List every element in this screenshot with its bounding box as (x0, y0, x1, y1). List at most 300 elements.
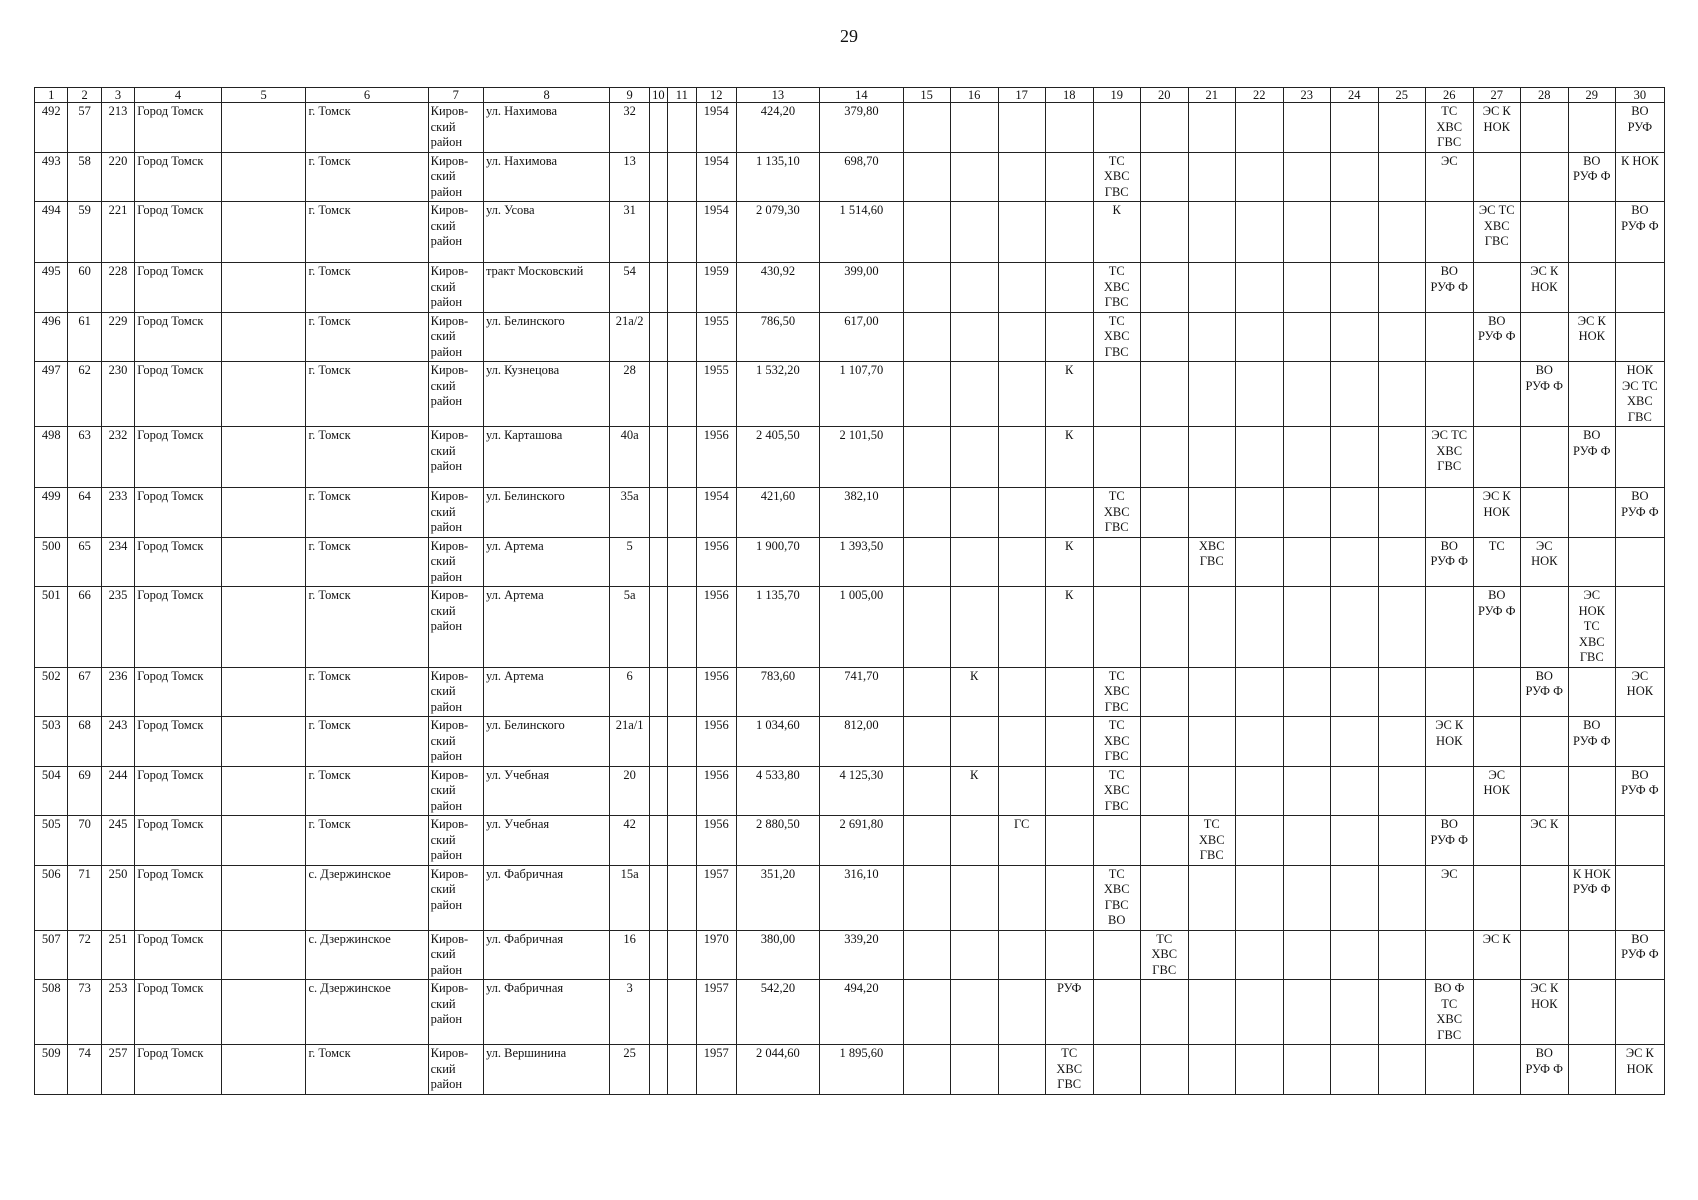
table-cell-col-5 (221, 427, 306, 488)
table-cell-col-18: К (1045, 362, 1093, 427)
table-cell-col-26: ЭС (1425, 152, 1473, 202)
table-cell-col-23 (1283, 930, 1330, 980)
table-cell-col-30: ВО РУФ Ф (1615, 488, 1664, 538)
table-cell-col-28 (1520, 312, 1568, 362)
table-cell-col-3: 228 (101, 263, 134, 313)
table-cell-col-22 (1235, 362, 1283, 427)
table-cell-col-18 (1045, 202, 1093, 263)
table-cell-col-4: Город Томск (135, 930, 222, 980)
table-cell-col-21 (1188, 362, 1235, 427)
table-cell-col-8: ул. Артема (483, 537, 609, 587)
table-cell-col-29 (1568, 103, 1615, 153)
table-cell-col-29: ЭС НОК ТС ХВС ГВС (1568, 587, 1615, 668)
table-cell-col-10 (649, 766, 667, 816)
table-cell-col-14: 316,10 (820, 865, 904, 930)
table-cell-col-12: 1956 (696, 537, 736, 587)
table-cell-col-1: 493 (35, 152, 68, 202)
column-header-8: 8 (483, 88, 609, 103)
table-row (35, 930, 1665, 980)
table-cell-col-30 (1615, 537, 1664, 587)
table-cell-col-26 (1425, 930, 1473, 980)
table-cell-col-20 (1140, 865, 1188, 930)
table-cell-col-12: 1956 (696, 427, 736, 488)
table-cell-col-15 (903, 766, 950, 816)
table-cell-col-19 (1093, 980, 1140, 1045)
table-row (35, 488, 1665, 538)
table-cell-col-7: Киров- ский район (428, 312, 483, 362)
table-cell-col-6: г. Томск (306, 263, 428, 313)
table-cell-col-7: Киров- ский район (428, 865, 483, 930)
table-cell-col-9: 31 (610, 202, 650, 263)
table-cell-col-9: 13 (610, 152, 650, 202)
table-cell-col-29 (1568, 667, 1615, 717)
table-cell-col-16 (950, 587, 998, 668)
table-cell-col-21 (1188, 865, 1235, 930)
table-cell-col-1: 500 (35, 537, 68, 587)
table-cell-col-1: 499 (35, 488, 68, 538)
table-cell-col-6: г. Томск (306, 816, 428, 866)
table-cell-col-6: г. Томск (306, 202, 428, 263)
table-cell-col-26: ВО РУФ Ф (1425, 263, 1473, 313)
table-cell-col-10 (649, 427, 667, 488)
table-cell-col-5 (221, 766, 306, 816)
table-cell-col-18 (1045, 152, 1093, 202)
table-cell-col-6: г. Томск (306, 1045, 428, 1095)
table-cell-col-15 (903, 980, 950, 1045)
table-cell-col-24 (1330, 865, 1378, 930)
table-cell-col-6: г. Томск (306, 152, 428, 202)
table-cell-col-18 (1045, 865, 1093, 930)
table-cell-col-22 (1235, 103, 1283, 153)
table-cell-col-5 (221, 667, 306, 717)
column-header-15: 15 (903, 88, 950, 103)
table-cell-col-27: ВО РУФ Ф (1473, 312, 1520, 362)
table-cell-col-22 (1235, 263, 1283, 313)
table-cell-col-15 (903, 427, 950, 488)
table-cell-col-10 (649, 930, 667, 980)
table-cell-col-7: Киров- ский район (428, 537, 483, 587)
table-cell-col-19: ТС ХВС ГВС (1093, 717, 1140, 767)
table-cell-col-16 (950, 537, 998, 587)
table-cell-col-26 (1425, 312, 1473, 362)
table-cell-col-2: 58 (68, 152, 101, 202)
column-header-7: 7 (428, 88, 483, 103)
table-cell-col-28: ЭС НОК (1520, 537, 1568, 587)
table-cell-col-29 (1568, 930, 1615, 980)
table-cell-col-5 (221, 587, 306, 668)
table-cell-col-22 (1235, 766, 1283, 816)
table-cell-col-7: Киров- ский район (428, 202, 483, 263)
table-cell-col-29 (1568, 766, 1615, 816)
table-cell-col-29: ВО РУФ Ф (1568, 427, 1615, 488)
table-cell-col-11 (667, 1045, 696, 1095)
table-cell-col-10 (649, 816, 667, 866)
table-cell-col-23 (1283, 980, 1330, 1045)
table-cell-col-6: г. Томск (306, 537, 428, 587)
table-cell-col-2: 72 (68, 930, 101, 980)
table-cell-col-26: ЭС ТС ХВС ГВС (1425, 427, 1473, 488)
table-cell-col-15 (903, 865, 950, 930)
table-cell-col-16: К (950, 766, 998, 816)
table-cell-col-19: ТС ХВС ГВС (1093, 488, 1140, 538)
table-cell-col-22 (1235, 980, 1283, 1045)
table-cell-col-1: 494 (35, 202, 68, 263)
table-cell-col-8: ул. Нахимова (483, 103, 609, 153)
table-cell-col-17 (998, 930, 1045, 980)
table-row (35, 587, 1665, 668)
table-cell-col-3: 229 (101, 312, 134, 362)
column-header-2: 2 (68, 88, 101, 103)
table-cell-col-18 (1045, 488, 1093, 538)
table-cell-col-28: ЭС К (1520, 816, 1568, 866)
table-cell-col-4: Город Томск (135, 980, 222, 1045)
table-cell-col-23 (1283, 427, 1330, 488)
table-cell-col-20 (1140, 766, 1188, 816)
table-cell-col-25 (1378, 766, 1425, 816)
table-cell-col-17 (998, 263, 1045, 313)
table-cell-col-30: НОК ЭС ТС ХВС ГВС (1615, 362, 1664, 427)
table-cell-col-26 (1425, 766, 1473, 816)
table-cell-col-14: 741,70 (820, 667, 904, 717)
table-cell-col-8: ул. Белинского (483, 488, 609, 538)
table-cell-col-13: 2 044,60 (736, 1045, 820, 1095)
table-cell-col-6: с. Дзержинское (306, 865, 428, 930)
table-cell-col-25 (1378, 1045, 1425, 1095)
table-cell-col-14: 2 691,80 (820, 816, 904, 866)
table-cell-col-6: г. Томск (306, 312, 428, 362)
table-cell-col-14: 339,20 (820, 930, 904, 980)
table-cell-col-22 (1235, 587, 1283, 668)
table-cell-col-16 (950, 103, 998, 153)
table-cell-col-22 (1235, 865, 1283, 930)
column-header-24: 24 (1330, 88, 1378, 103)
table-cell-col-7: Киров- ский район (428, 1045, 483, 1095)
table-cell-col-24 (1330, 766, 1378, 816)
table-cell-col-19 (1093, 1045, 1140, 1095)
table-row (35, 427, 1665, 488)
column-header-11: 11 (667, 88, 696, 103)
table-cell-col-24 (1330, 312, 1378, 362)
table-cell-col-28: ВО РУФ Ф (1520, 362, 1568, 427)
table-cell-col-27: ЭС К НОК (1473, 103, 1520, 153)
table-cell-col-5 (221, 312, 306, 362)
table-cell-col-3: 232 (101, 427, 134, 488)
table-cell-col-23 (1283, 816, 1330, 866)
column-header-21: 21 (1188, 88, 1235, 103)
table-cell-col-26 (1425, 1045, 1473, 1095)
table-cell-col-27: ЭС К (1473, 930, 1520, 980)
column-header-14: 14 (820, 88, 904, 103)
table-cell-col-17 (998, 362, 1045, 427)
table-cell-col-4: Город Томск (135, 816, 222, 866)
table-cell-col-29: К НОК РУФ Ф (1568, 865, 1615, 930)
table-cell-col-26: ВО РУФ Ф (1425, 537, 1473, 587)
table-cell-col-18 (1045, 263, 1093, 313)
table-cell-col-11 (667, 980, 696, 1045)
table-cell-col-25 (1378, 263, 1425, 313)
table-cell-col-11 (667, 362, 696, 427)
table-cell-col-30 (1615, 980, 1664, 1045)
table-cell-col-23 (1283, 865, 1330, 930)
table-cell-col-23 (1283, 263, 1330, 313)
table-cell-col-8: ул. Артема (483, 587, 609, 668)
table-cell-col-12: 1956 (696, 717, 736, 767)
table-cell-col-4: Город Томск (135, 587, 222, 668)
table-cell-col-17 (998, 103, 1045, 153)
table-cell-col-1: 503 (35, 717, 68, 767)
table-cell-col-30: К НОК (1615, 152, 1664, 202)
table-cell-col-16 (950, 980, 998, 1045)
table-cell-col-22 (1235, 488, 1283, 538)
table-cell-col-18: К (1045, 587, 1093, 668)
table-cell-col-10 (649, 202, 667, 263)
table-cell-col-20 (1140, 263, 1188, 313)
table-cell-col-16 (950, 816, 998, 866)
table-cell-col-29 (1568, 362, 1615, 427)
table-cell-col-1: 504 (35, 766, 68, 816)
table-row (35, 263, 1665, 313)
table-row (35, 537, 1665, 587)
table-cell-col-11 (667, 263, 696, 313)
table-cell-col-23 (1283, 717, 1330, 767)
table-cell-col-1: 506 (35, 865, 68, 930)
table-cell-col-29: ЭС К НОК (1568, 312, 1615, 362)
housing-register-table (34, 87, 1665, 1095)
table-cell-col-9: 5а (610, 587, 650, 668)
column-header-17: 17 (998, 88, 1045, 103)
column-header-28: 28 (1520, 88, 1568, 103)
table-cell-col-26 (1425, 667, 1473, 717)
table-cell-col-20 (1140, 980, 1188, 1045)
table-cell-col-17 (998, 152, 1045, 202)
table-cell-col-13: 1 135,10 (736, 152, 820, 202)
table-cell-col-1: 492 (35, 103, 68, 153)
table-cell-col-8: ул. Учебная (483, 766, 609, 816)
table-cell-col-7: Киров- ский район (428, 587, 483, 668)
table-cell-col-4: Город Томск (135, 312, 222, 362)
table-cell-col-6: г. Томск (306, 717, 428, 767)
table-cell-col-8: ул. Карташова (483, 427, 609, 488)
table-cell-col-11 (667, 766, 696, 816)
table-row (35, 980, 1665, 1045)
table-cell-col-1: 507 (35, 930, 68, 980)
table-cell-col-23 (1283, 312, 1330, 362)
table-cell-col-23 (1283, 362, 1330, 427)
table-cell-col-27: ЭС К НОК (1473, 488, 1520, 538)
table-row (35, 362, 1665, 427)
table-cell-col-25 (1378, 362, 1425, 427)
table-cell-col-3: 244 (101, 766, 134, 816)
table-cell-col-19: ТС ХВС ГВС (1093, 312, 1140, 362)
table-cell-col-19 (1093, 587, 1140, 668)
table-cell-col-17 (998, 766, 1045, 816)
table-cell-col-4: Город Томск (135, 362, 222, 427)
table-cell-col-5 (221, 930, 306, 980)
table-cell-col-10 (649, 362, 667, 427)
table-cell-col-10 (649, 717, 667, 767)
table-cell-col-2: 73 (68, 980, 101, 1045)
table-cell-col-12: 1954 (696, 152, 736, 202)
table-cell-col-19 (1093, 930, 1140, 980)
table-cell-col-9: 28 (610, 362, 650, 427)
table-cell-col-2: 70 (68, 816, 101, 866)
table-cell-col-19: ТС ХВС ГВС (1093, 667, 1140, 717)
table-cell-col-15 (903, 362, 950, 427)
table-cell-col-2: 68 (68, 717, 101, 767)
table-cell-col-25 (1378, 865, 1425, 930)
table-cell-col-13: 4 533,80 (736, 766, 820, 816)
table-cell-col-14: 1 005,00 (820, 587, 904, 668)
table-cell-col-17 (998, 587, 1045, 668)
table-cell-col-21 (1188, 717, 1235, 767)
table-cell-col-14: 1 107,70 (820, 362, 904, 427)
column-header-6: 6 (306, 88, 428, 103)
column-header-3: 3 (101, 88, 134, 103)
table-cell-col-14: 617,00 (820, 312, 904, 362)
table-cell-col-18 (1045, 103, 1093, 153)
table-cell-col-3: 245 (101, 816, 134, 866)
table-cell-col-13: 783,60 (736, 667, 820, 717)
table-cell-col-6: г. Томск (306, 427, 428, 488)
table-cell-col-21 (1188, 930, 1235, 980)
table-cell-col-28 (1520, 103, 1568, 153)
table-cell-col-20 (1140, 717, 1188, 767)
table-cell-col-4: Город Томск (135, 263, 222, 313)
table-cell-col-8: ул. Усова (483, 202, 609, 263)
table-cell-col-14: 4 125,30 (820, 766, 904, 816)
table-cell-col-18 (1045, 816, 1093, 866)
table-cell-col-27: ЭС ТС ХВС ГВС (1473, 202, 1520, 263)
table-cell-col-11 (667, 488, 696, 538)
table-cell-col-18 (1045, 766, 1093, 816)
table-cell-col-2: 64 (68, 488, 101, 538)
table-cell-col-19 (1093, 103, 1140, 153)
table-cell-col-20 (1140, 488, 1188, 538)
table-cell-col-25 (1378, 717, 1425, 767)
table-cell-col-2: 74 (68, 1045, 101, 1095)
table-cell-col-5 (221, 263, 306, 313)
table-cell-col-5 (221, 152, 306, 202)
table-cell-col-11 (667, 427, 696, 488)
table-cell-col-14: 1 393,50 (820, 537, 904, 587)
table-cell-col-13: 2 079,30 (736, 202, 820, 263)
column-header-13: 13 (736, 88, 820, 103)
table-cell-col-21 (1188, 1045, 1235, 1095)
table-cell-col-9: 3 (610, 980, 650, 1045)
table-cell-col-16 (950, 930, 998, 980)
table-cell-col-13: 542,20 (736, 980, 820, 1045)
table-cell-col-5 (221, 980, 306, 1045)
table-cell-col-3: 257 (101, 1045, 134, 1095)
table-cell-col-9: 16 (610, 930, 650, 980)
table-cell-col-14: 379,80 (820, 103, 904, 153)
column-header-19: 19 (1093, 88, 1140, 103)
column-header-5: 5 (221, 88, 306, 103)
table-cell-col-26 (1425, 362, 1473, 427)
table-cell-col-29 (1568, 537, 1615, 587)
table-cell-col-10 (649, 1045, 667, 1095)
table-cell-col-19: ТС ХВС ГВС (1093, 766, 1140, 816)
table-cell-col-1: 498 (35, 427, 68, 488)
table-cell-col-21 (1188, 202, 1235, 263)
table-cell-col-14: 494,20 (820, 980, 904, 1045)
table-cell-col-11 (667, 103, 696, 153)
table-cell-col-17 (998, 717, 1045, 767)
table-cell-col-15 (903, 930, 950, 980)
table-cell-col-26: ЭС К НОК (1425, 717, 1473, 767)
table-cell-col-28 (1520, 587, 1568, 668)
table-cell-col-13: 1 900,70 (736, 537, 820, 587)
table-cell-col-3: 235 (101, 587, 134, 668)
column-header-16: 16 (950, 88, 998, 103)
table-cell-col-26: ТС ХВС ГВС (1425, 103, 1473, 153)
table-cell-col-22 (1235, 1045, 1283, 1095)
table-cell-col-22 (1235, 427, 1283, 488)
table-cell-col-28 (1520, 202, 1568, 263)
table-cell-col-12: 1954 (696, 103, 736, 153)
table-cell-col-30: ЭС НОК (1615, 667, 1664, 717)
table-cell-col-3: 213 (101, 103, 134, 153)
table-cell-col-24 (1330, 667, 1378, 717)
table-cell-col-10 (649, 103, 667, 153)
table-row (35, 816, 1665, 866)
table-cell-col-11 (667, 587, 696, 668)
table-cell-col-16 (950, 263, 998, 313)
table-cell-col-2: 62 (68, 362, 101, 427)
table-cell-col-21: ТС ХВС ГВС (1188, 816, 1235, 866)
table-cell-col-27: ТС (1473, 537, 1520, 587)
table-cell-col-12: 1954 (696, 202, 736, 263)
table-row (35, 1045, 1665, 1095)
table-cell-col-18 (1045, 312, 1093, 362)
table-cell-col-12: 1955 (696, 362, 736, 427)
table-cell-col-21 (1188, 427, 1235, 488)
table-cell-col-24 (1330, 816, 1378, 866)
table-cell-col-27 (1473, 263, 1520, 313)
table-cell-col-22 (1235, 152, 1283, 202)
table-cell-col-7: Киров- ский район (428, 427, 483, 488)
table-cell-col-15 (903, 263, 950, 313)
table-cell-col-10 (649, 488, 667, 538)
table-cell-col-9: 54 (610, 263, 650, 313)
table-cell-col-8: ул. Фабричная (483, 930, 609, 980)
table-cell-col-4: Город Томск (135, 865, 222, 930)
table-cell-col-7: Киров- ский район (428, 488, 483, 538)
table-cell-col-7: Киров- ский район (428, 930, 483, 980)
table-cell-col-20 (1140, 537, 1188, 587)
table-cell-col-8: ул. Фабричная (483, 865, 609, 930)
table-cell-col-24 (1330, 1045, 1378, 1095)
table-cell-col-23 (1283, 1045, 1330, 1095)
table-cell-col-20 (1140, 587, 1188, 668)
table-cell-col-1: 502 (35, 667, 68, 717)
table-cell-col-1: 509 (35, 1045, 68, 1095)
column-header-9: 9 (610, 88, 650, 103)
table-cell-col-5 (221, 202, 306, 263)
table-cell-col-2: 71 (68, 865, 101, 930)
table-cell-col-14: 1 895,60 (820, 1045, 904, 1095)
table-cell-col-5 (221, 717, 306, 767)
table-cell-col-25 (1378, 488, 1425, 538)
table-cell-col-13: 424,20 (736, 103, 820, 153)
table-cell-col-12: 1957 (696, 980, 736, 1045)
table-cell-col-23 (1283, 488, 1330, 538)
table-cell-col-18: ТС ХВС ГВС (1045, 1045, 1093, 1095)
table-cell-col-29 (1568, 202, 1615, 263)
table-cell-col-13: 1 034,60 (736, 717, 820, 767)
table-cell-col-20 (1140, 103, 1188, 153)
table-row (35, 667, 1665, 717)
